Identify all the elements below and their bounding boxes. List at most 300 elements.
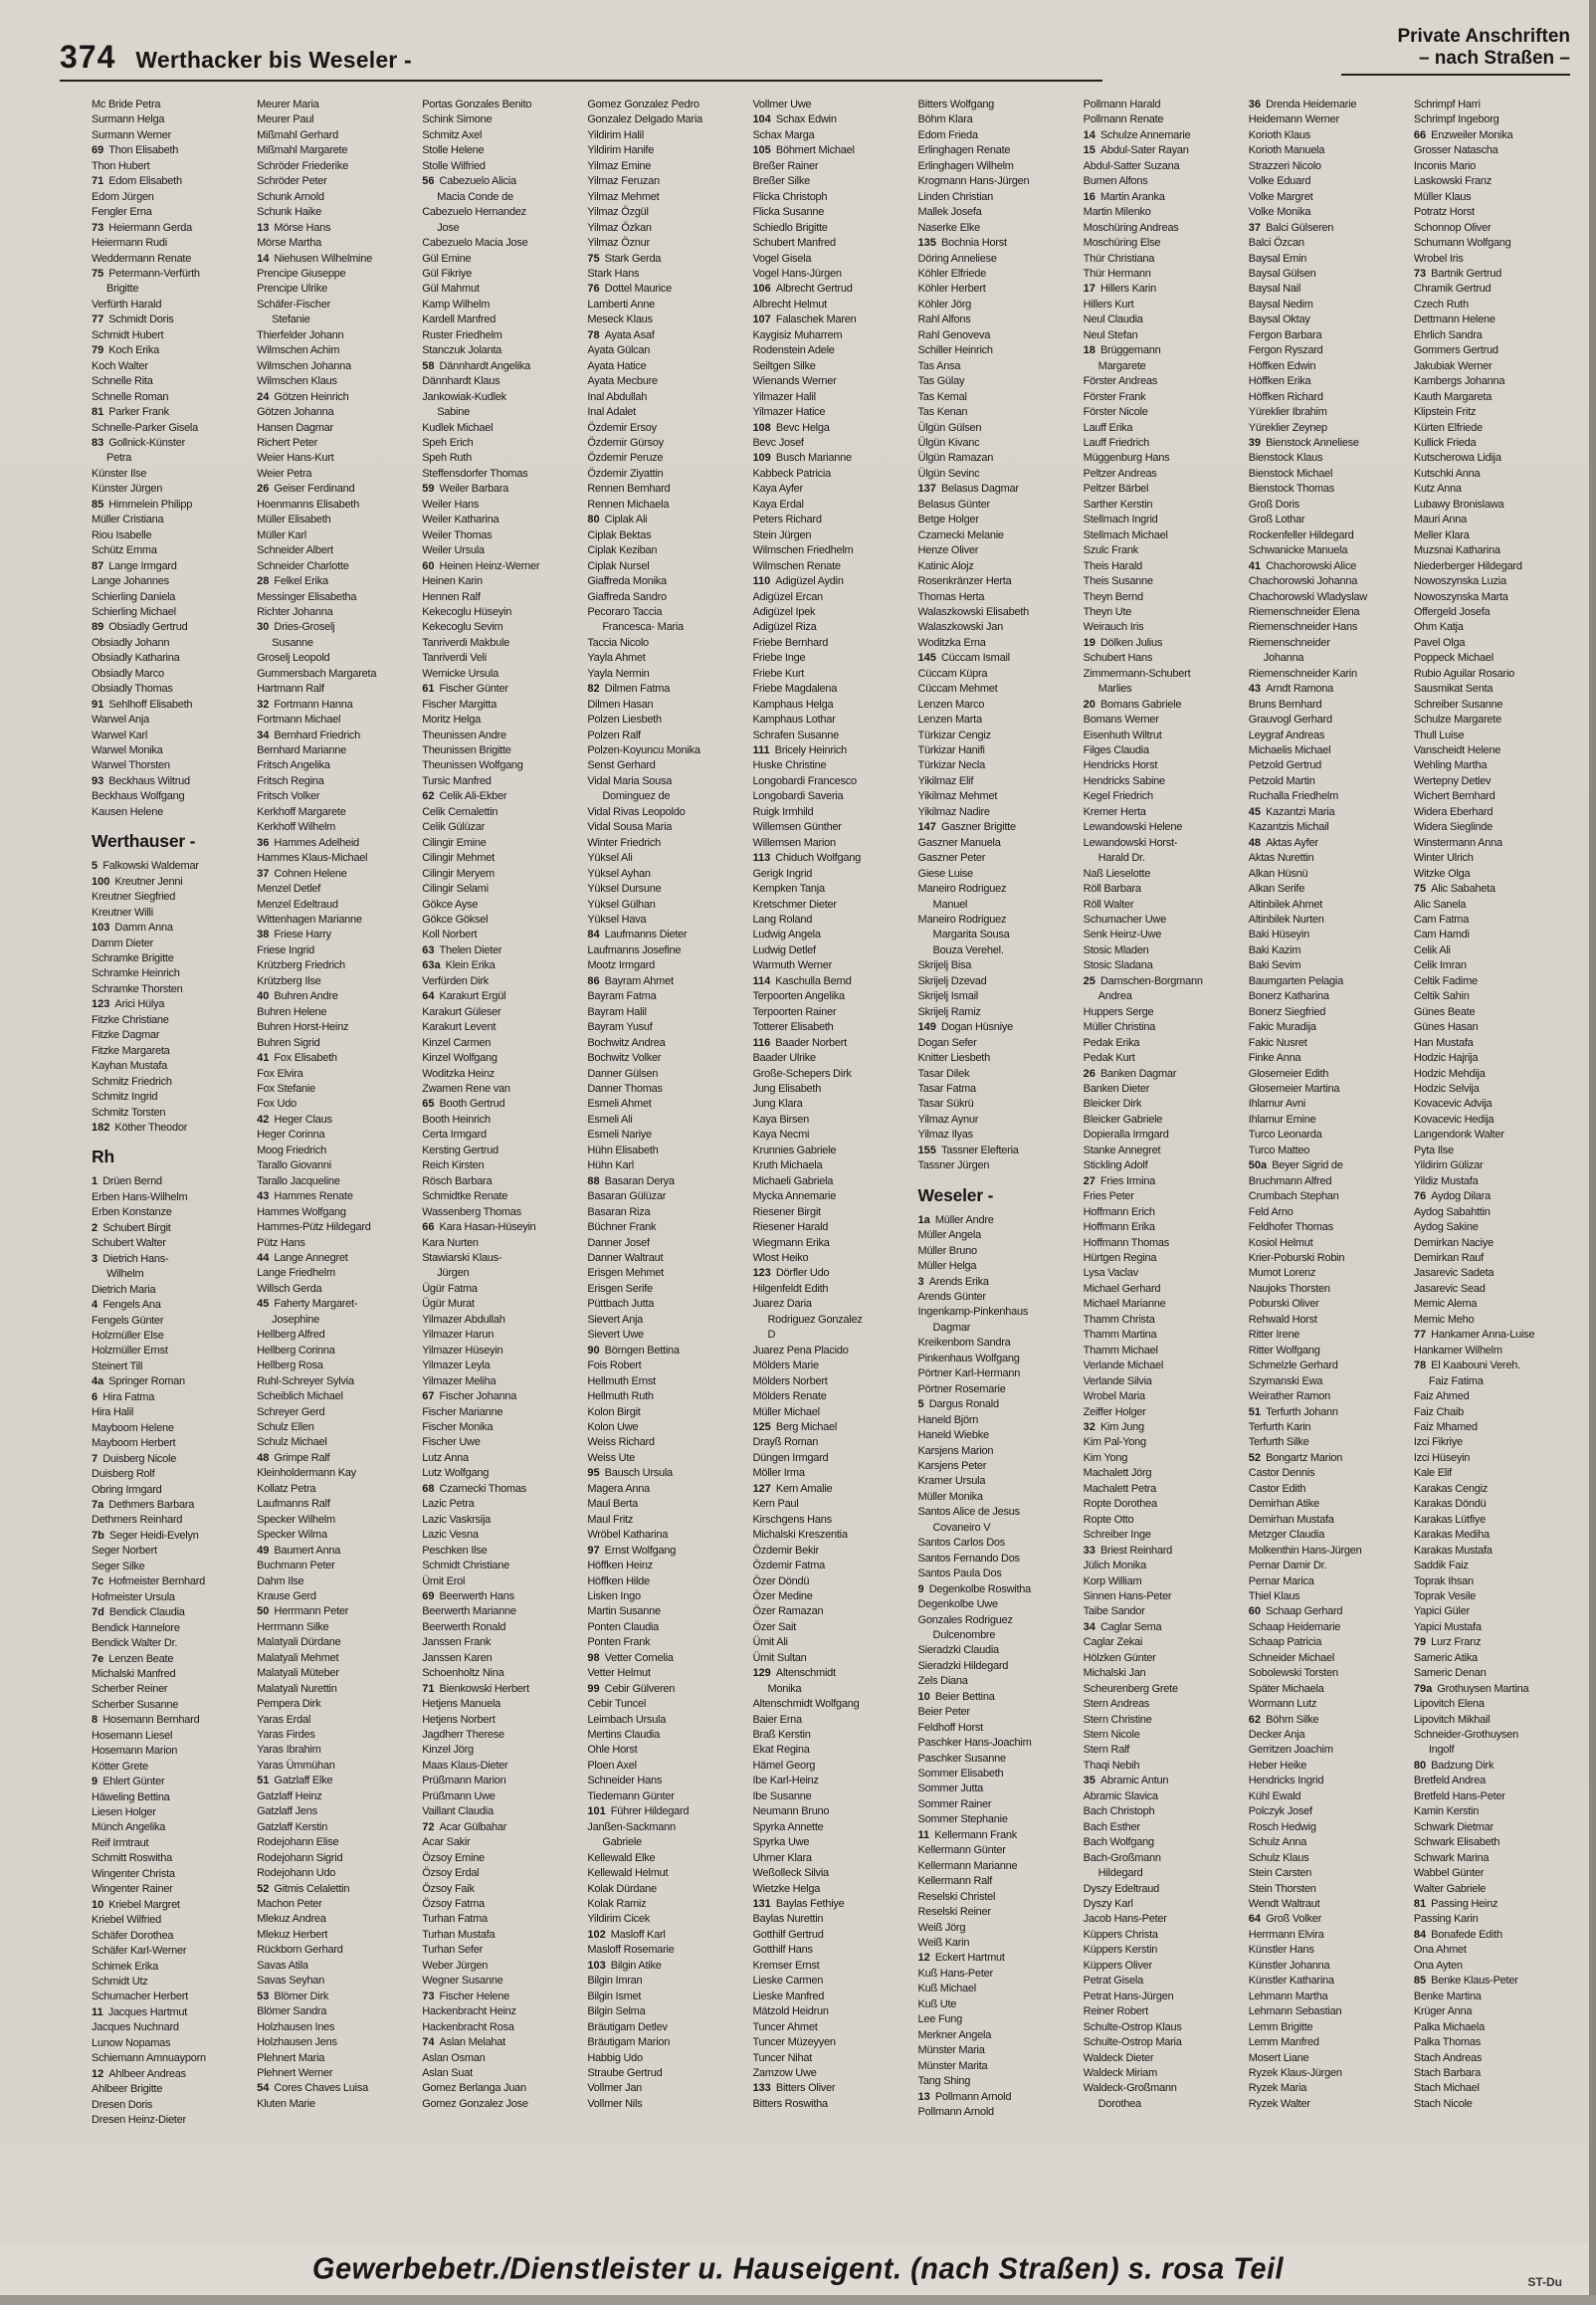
directory-entry: Kamin Kerstin (1413, 1805, 1480, 1818)
directory-entry-continuation: Hildegard (1097, 1867, 1143, 1880)
directory-entry: Demirhan Mustafa (1248, 1513, 1334, 1526)
directory-entry: Yilmaz Aynur (917, 1113, 979, 1126)
directory-entry: Bitters Roswitha (752, 2097, 828, 2110)
directory-entry: Senk Heinz-Uwe (1083, 929, 1162, 942)
directory-entry: 61 Fischer Günter (422, 683, 508, 696)
directory-entry: 79 Koch Erika (92, 344, 159, 357)
directory-entry: 59 Weiler Barbara (422, 483, 509, 496)
directory-entry: Kempken Tanja (752, 883, 825, 896)
directory-entry: Riemenschneider Elena (1248, 605, 1360, 618)
directory-entry: Tas Kenan (917, 406, 968, 419)
directory-entry: Naujoks Thorsten (1248, 1282, 1330, 1295)
directory-entry: Korioth Klaus (1248, 128, 1310, 141)
directory-entry: Schmidtke Renate (422, 1190, 508, 1203)
directory-entry: Schreiber Inge (1083, 1529, 1151, 1542)
directory-entry: 60 Schaap Gerhard (1248, 1605, 1343, 1618)
directory-entry: Pedak Kurt (1083, 1052, 1135, 1065)
directory-entry: 62 Celik Ali-Ekber (422, 790, 507, 803)
directory-entry: Ruster Friedhelm (422, 328, 502, 341)
directory-entry: Ciplak Keziban (587, 544, 658, 557)
directory-entry: Polzen Ralf (587, 729, 641, 741)
directory-entry-continuation: Francesca- Maria (602, 621, 684, 634)
directory-entry: Turhan Fatma (422, 1913, 488, 1926)
directory-entry: Kaya Ayfer (752, 483, 803, 496)
directory-entry: Danner Josef (587, 1236, 650, 1249)
directory-entry: Plehnert Maria (257, 2051, 325, 2064)
directory-entry: Celik Imran (1413, 959, 1467, 972)
directory-entry: Janssen Karen (422, 1651, 493, 1664)
directory-entry: Bleicker Gabriele (1083, 1113, 1163, 1126)
directory-entry: Holzhausen Jens (257, 2036, 337, 2049)
directory-entry: Thon Hubert (92, 159, 150, 172)
directory-entry: Schramke Brigitte (92, 952, 174, 965)
directory-entry: Korp William (1083, 1574, 1142, 1587)
directory-entry: Czech Ruth (1413, 298, 1469, 311)
directory-entry: Hellberg Corinna (257, 1344, 335, 1357)
directory-entry: 45 Faherty Margaret- (257, 1298, 358, 1311)
directory-entry-continuation: Dagmar (932, 1321, 971, 1334)
directory-entry: Wilmschen Klaus (257, 375, 337, 388)
directory-entry: Yayla Ahmet (587, 652, 646, 665)
directory-entry: Heger Corinna (257, 1129, 325, 1142)
directory-entry: Yapici Güler (1413, 1605, 1470, 1618)
directory-entry-continuation: Wilhelm (106, 1268, 144, 1281)
directory-entry: 43 Hammes Renate (257, 1190, 353, 1203)
directory-entry: Stosic Sladana (1083, 959, 1153, 972)
directory-entry: Hürtgen Regina (1083, 1251, 1157, 1264)
directory-entry: Pedak Erika (1083, 1036, 1140, 1049)
directory-entry: Bayram Halil (587, 1005, 647, 1018)
directory-entry: Beier Peter (917, 1706, 970, 1719)
directory-entry: Rodenstein Adele (752, 344, 835, 357)
directory-entry: Chachorowski Wladyslaw (1248, 590, 1367, 603)
directory-entry: Hellmuth Ruth (587, 1390, 654, 1403)
directory-entry: 7 Duisberg Nicole (92, 1452, 177, 1465)
directory-entry-continuation: Margarita Sousa (932, 929, 1010, 942)
directory-entry: Kolak Ramiz (587, 1898, 647, 1911)
directory-entry: Schoenholtz Nina (422, 1667, 504, 1680)
directory-entry: Kühl Ewald (1248, 1789, 1301, 1802)
directory-entry: Danner Thomas (587, 1083, 663, 1095)
directory-entry: Krogmann Hans-Jürgen (917, 175, 1030, 188)
directory-entry: Ayata Hatice (587, 359, 647, 372)
directory-entry: Kosiol Helmut (1248, 1236, 1313, 1249)
directory-entry: Toprak Vesile (1413, 1589, 1477, 1602)
directory-entry: Mycka Annemarie (752, 1190, 837, 1203)
directory-entry: Janssen Frank (422, 1636, 492, 1649)
directory-entry: Baader Ulrike (752, 1052, 816, 1065)
scan-edge (1589, 0, 1596, 2305)
directory-entry: Kerkhoff Wilhelm (257, 821, 336, 834)
directory-entry: Fischer Monika (422, 1420, 494, 1433)
directory-entry: Yilmazer Hatice (752, 406, 826, 419)
directory-entry: Dresen Doris (92, 2098, 153, 2111)
directory-entry: 88 Basaran Derya (587, 1174, 675, 1187)
directory-entry: Grauvogl Gerhard (1248, 714, 1332, 727)
directory-entry: Kolon Uwe (587, 1420, 639, 1433)
directory-entry: 106 Albrecht Gertrud (752, 283, 853, 296)
directory-entry: Adigüzel Ercan (752, 590, 823, 603)
directory-entry: Baki Kazim (1248, 943, 1301, 956)
directory-entry: 87 Lange Irmgard (92, 559, 177, 572)
directory-entry: Schneider Albert (257, 544, 333, 557)
directory-entry: Hellberg Rosa (257, 1360, 323, 1372)
directory-entry: 62 Böhm Silke (1248, 1713, 1319, 1726)
directory-entry: 14 Schulze Annemarie (1083, 128, 1191, 141)
directory-entry: Meseck Klaus (587, 314, 653, 326)
directory-entry: 109 Busch Marianne (752, 452, 852, 465)
directory-entry: Maneiro Rodriguez (917, 883, 1007, 896)
directory-entry: Bochwitz Volker (587, 1052, 662, 1065)
directory-entry: Wertepny Detlev (1413, 774, 1492, 787)
directory-entry: Maas Klaus-Dieter (422, 1759, 508, 1772)
directory-entry: Yildirim Hanife (587, 144, 655, 157)
directory-entry: Neul Stefan (1083, 328, 1138, 341)
directory-entry: Kutscherowa Lidija (1413, 452, 1501, 465)
directory-entry: Tasar Dilek (917, 1067, 970, 1080)
directory-entry: Naserke Elke (917, 221, 980, 234)
directory-entry: 125 Berg Michael (752, 1420, 838, 1433)
directory-entry: Weiler Hans (422, 498, 480, 511)
directory-entry: Bitters Wolfgang (917, 99, 995, 110)
directory-entry: 131 Baylas Fethiye (752, 1898, 845, 1911)
directory-entry: Kollatz Petra (257, 1482, 316, 1495)
directory-entry: Lutz Wolfgang (422, 1467, 490, 1480)
directory-entry: Mölders Marie (752, 1360, 819, 1372)
directory-entry: Cüccam Küpra (917, 667, 988, 680)
directory-entry: Wingenter Rainer (92, 1883, 173, 1896)
directory-column (587, 98, 743, 2129)
directory-entry: Schäfer Dorothea (92, 1929, 174, 1942)
directory-entry: Fengels Günter (92, 1314, 164, 1327)
directory-entry: Grosser Natascha (1413, 144, 1498, 157)
directory-entry: Flicka Susanne (752, 206, 825, 219)
directory-entry: Bumen Alfons (1083, 175, 1148, 188)
directory-entry: Hammes-Pütz Hildegard (257, 1221, 371, 1234)
directory-entry: Stach Andreas (1413, 2051, 1483, 2064)
directory-entry: Ayata Mecbure (587, 375, 658, 388)
directory-entry: Özdemir Peruze (587, 452, 664, 465)
directory-entry: Yildirim Cicek (587, 1913, 651, 1926)
directory-entry: 80 Badzung Dirk (1413, 1759, 1495, 1772)
directory-entry: Duisberg Rolf (92, 1468, 155, 1481)
directory-entry: Willemsen Günther (752, 821, 842, 834)
directory-entry: Götzen Johanna (257, 406, 334, 419)
directory-entry: Krunnies Gabriele (752, 1144, 837, 1156)
directory-entry: Karakas Cengiz (1413, 1482, 1489, 1495)
directory-entry: Theis Susanne (1083, 575, 1153, 588)
directory-entry: Ümit Erol (422, 1574, 466, 1587)
directory-entry: Linden Christian (917, 190, 994, 203)
directory-entry: Schrafen Susanne (752, 729, 839, 741)
directory-entry: Gomez Gonzalez Jose (422, 2097, 528, 2110)
directory-entry: Kovacevic Advija (1413, 1098, 1493, 1111)
directory-entry: Riou Isabelle (92, 528, 152, 541)
directory-entry: Richter Johanna (257, 605, 333, 618)
directory-entry: Obring Irmgard (92, 1483, 162, 1496)
directory-entry: 63a Klein Erika (422, 959, 496, 972)
directory-entry: Chachorowski Johanna (1248, 575, 1358, 588)
directory-entry: 135 Bochnia Horst (917, 237, 1007, 250)
directory-entry: Dethmers Reinhard (92, 1514, 183, 1527)
directory-entry: Tas Gülay (917, 375, 965, 388)
directory-entry: Surmann Werner (92, 128, 172, 141)
directory-entry: Schonnop Oliver (1413, 221, 1492, 234)
directory-entry: Senst Gerhard (587, 759, 656, 772)
directory-entry: Peltzer Bärbel (1083, 483, 1149, 496)
directory-entry: 123 Arici Hülya (92, 998, 165, 1011)
directory-entry: 69 Beerwerth Hans (422, 1589, 514, 1602)
page-title: Werthacker bis Weseler - (135, 47, 412, 73)
directory-entry: Özdemir Gürsoy (587, 436, 664, 449)
directory-entry: Stellmach Ingrid (1083, 514, 1158, 526)
directory-entry: Laufmanns Ralf (257, 1498, 330, 1511)
directory-entry: Stosic Mladen (1083, 943, 1149, 956)
directory-entry: Groß Doris (1248, 498, 1300, 511)
directory-entry: Schnelle-Parker Gisela (92, 421, 198, 434)
directory-entry: Basaran Gülüzar (587, 1190, 667, 1203)
directory-entry: Fischer Marianne (422, 1405, 503, 1418)
directory-entry: 50 Herrmann Peter (257, 1605, 349, 1618)
directory-entry: Karakas Mediha (1413, 1529, 1490, 1542)
directory-entry: Münch Angelika (92, 1821, 166, 1834)
directory-entry: Mißmahl Margarete (257, 144, 348, 157)
directory-entry: 66 Enzweiler Monika (1413, 128, 1513, 141)
directory-entry: 1a Müller Andre (917, 1213, 994, 1226)
directory-entry: Riesener Harald (752, 1221, 829, 1234)
directory-entry: Thierfelder Johann (257, 328, 344, 341)
directory-entry: 84 Laufmanns Dieter (587, 929, 688, 942)
directory-entry: Schmitt Roswitha (92, 1852, 172, 1865)
directory-entry: Lazic Petra (422, 1498, 475, 1511)
directory-entry: Schwark Elisabeth (1413, 1836, 1500, 1849)
directory-entry: Stern Nicole (1083, 1729, 1140, 1742)
directory-entry: Thamm Michael (1083, 1344, 1158, 1357)
directory-entry: Theyn Bernd (1083, 590, 1143, 603)
directory-entry: Baysal Nedim (1248, 298, 1313, 311)
directory-entry: Ingenkamp-Pinkenhaus (917, 1306, 1029, 1319)
directory-entry: 5 Falkowski Waldemar (92, 860, 199, 873)
directory-entry: Erisgen Serife (587, 1282, 653, 1295)
directory-entry: Straube Gertrud (587, 2067, 663, 2079)
directory-entry: 108 Bevc Helga (752, 421, 830, 434)
directory-entry: Totterer Elisabeth (752, 1021, 834, 1034)
directory-entry: Polzen Liesbeth (587, 714, 662, 727)
directory-entry: 7b Seger Heidi-Evelyn (92, 1529, 199, 1542)
directory-entry: Sommer Elisabeth (917, 1768, 1004, 1781)
page-header (60, 26, 1570, 76)
directory-entry: Szulc Frank (1083, 544, 1138, 557)
directory-entry: 51 Gatzlaff Elke (257, 1775, 333, 1787)
directory-entry: Turhan Mustafa (422, 1928, 496, 1941)
directory-entry: Sommer Jutta (917, 1782, 984, 1795)
directory-entry: Esmeli Ahmet (587, 1098, 652, 1111)
directory-entry: Ryzek Maria (1248, 2082, 1307, 2095)
directory-entry: Zeiffer Holger (1083, 1405, 1146, 1418)
directory-entry: Ropte Dorothea (1083, 1498, 1157, 1511)
directory-entry: Gökce Göksel (422, 914, 489, 927)
directory-entry: Obsiadly Johann (92, 636, 170, 649)
directory-entry: Seiltgen Silke (752, 359, 816, 372)
directory-entry: Reselski Christel (917, 1890, 996, 1903)
directory-entry: Neul Claudia (1083, 314, 1143, 326)
directory-entry: Müller Helga (917, 1260, 977, 1273)
directory-entry: Köhler Jörg (917, 298, 972, 311)
directory-entry: Ludwig Detlef (752, 943, 816, 956)
directory-entry: Weiß Karin (917, 1937, 970, 1950)
directory-entry: Schiedlo Brigitte (752, 221, 828, 234)
directory-entry: Korioth Manuela (1248, 144, 1325, 157)
directory-entry: Kreikenbom Sandra (917, 1337, 1011, 1350)
directory-entry: Drayß Roman (752, 1436, 819, 1449)
directory-entry: Stanke Annegret (1083, 1144, 1161, 1156)
directory-entry: 41 Chachorowski Alice (1248, 559, 1356, 572)
directory-entry: Glosemeier Martina (1248, 1083, 1340, 1095)
directory-entry: Aydog Sakine (1413, 1221, 1479, 1234)
directory-entry: Meurer Maria (257, 99, 319, 110)
directory-entry: Bach Christoph (1083, 1805, 1155, 1818)
directory-entry: Pyta Ilse (1413, 1144, 1454, 1156)
directory-entry: Bilgin Imran (587, 1975, 643, 1988)
directory-entry: Höffken Edwin (1248, 359, 1316, 372)
directory-entry: Özdemir Bekir (752, 1544, 819, 1557)
directory-entry: Polczyk Josef (1248, 1805, 1312, 1818)
directory-entry: Willemsen Marion (752, 836, 836, 849)
directory-entry: Ekat Regina (752, 1744, 810, 1757)
directory-entry: Decker Anja (1248, 1729, 1305, 1742)
directory-entry: Weiss Richard (587, 1436, 655, 1449)
directory-entry: 52 Gitmis Celalettin (257, 1882, 350, 1895)
directory-entry: Vanscheidt Helene (1413, 744, 1501, 757)
directory-entry: Breßer Silke (752, 175, 810, 188)
directory-entry: 11 Jacques Hartmut (92, 2005, 188, 2018)
directory-entry: 7c Hofmeister Bernhard (92, 1575, 206, 1588)
directory-entry: Müller Cristiana (92, 514, 164, 526)
street-header: Rh (92, 1147, 114, 1167)
directory-entry: Schubert Manfred (752, 237, 836, 250)
directory-entry: Hühn Karl (587, 1159, 634, 1172)
directory-entry: 85 Benke Klaus-Peter (1413, 1975, 1518, 1988)
directory-entry: Erlinghagen Renate (917, 144, 1011, 157)
directory-entry: Zels Diana (917, 1675, 968, 1688)
directory-entry: 69 Thon Elisabeth (92, 144, 179, 157)
directory-entry: 73 Bartnik Gertrud (1413, 267, 1502, 280)
directory-entry: 7e Lenzen Beate (92, 1652, 174, 1665)
directory-entry: Schmidt Utz (92, 1976, 148, 1989)
directory-entry: Warwel Karl (92, 729, 148, 741)
directory-entry: Ahlbeer Brigitte (92, 2083, 163, 2096)
directory-entry: 49 Baumert Anna (257, 1544, 341, 1557)
directory-entry: Lehmann Martha (1248, 1990, 1328, 2002)
page-number: 374 (60, 39, 116, 75)
directory-entry: Karakas Lütfiye (1413, 1513, 1486, 1526)
directory-entry: Turco Matteo (1248, 1144, 1310, 1156)
directory-entry: Abdul-Satter Suzana (1083, 159, 1180, 172)
directory-entry: Stein Jürgen (752, 528, 812, 541)
directory-entry: Yilmazer Abdullah (422, 1313, 505, 1326)
directory-entry: Hartmann Ralf (257, 683, 324, 696)
directory-entry: Thamm Martina (1083, 1329, 1157, 1342)
directory-entry: 34 Caglar Sema (1083, 1620, 1162, 1633)
directory-entry: Arends Günter (917, 1290, 986, 1303)
directory-entry: Weiler Ursula (422, 544, 485, 557)
directory-entry: Metzger Claudia (1248, 1529, 1325, 1542)
directory-entry: Albrecht Helmut (752, 298, 827, 311)
directory-entry: Longobardi Francesco (752, 774, 857, 787)
directory-entry: Taccia Nicolo (587, 636, 649, 649)
directory-entry: 79a Grothuysen Martina (1413, 1682, 1529, 1695)
directory-entry: Schulz Klaus (1248, 1851, 1309, 1864)
directory-entry: 32 Kim Jung (1083, 1420, 1144, 1433)
directory-entry: Giaffreda Sandro (587, 590, 667, 603)
directory-entry: Ropte Otto (1083, 1513, 1134, 1526)
directory-entry: 37 Balci Gülseren (1248, 221, 1334, 234)
directory-entry: Jülich Monika (1083, 1560, 1147, 1572)
directory-entry: 66 Kara Hasan-Hüseyin (422, 1221, 536, 1234)
directory-entry: 107 Falaschek Maren (752, 314, 857, 326)
directory-entry: Yapici Mustafa (1413, 1620, 1482, 1633)
directory-entry: Friese Ingrid (257, 943, 314, 956)
directory-entry: Cabezuelo Hernandez (422, 206, 526, 219)
directory-entry: Schumacher Uwe (1083, 914, 1166, 927)
directory-entry: Höffken Heinz (587, 1560, 653, 1572)
directory-entry: Tuncer Müzeyyen (752, 2036, 836, 2049)
directory-entry: Vogel Gisela (752, 252, 812, 265)
directory-entry: Taibe Sandor (1083, 1605, 1145, 1618)
directory-entry: Winstermann Anna (1413, 836, 1502, 849)
directory-entry: Dogan Sefer (917, 1036, 977, 1049)
directory-entry: Weirauch Iris (1083, 621, 1144, 634)
directory-entry: Volke Monika (1248, 206, 1311, 219)
directory-entry: Schulze Margarete (1413, 714, 1501, 727)
directory-entry: Thaqi Nebih (1083, 1759, 1140, 1772)
directory-entry: Schneider-Grothuysen (1413, 1729, 1518, 1742)
directory-entry: Tuncer Ahmet (752, 2020, 818, 2033)
directory-entry: Kürten Elfriede (1413, 421, 1483, 434)
directory-entry: Friebe Kurt (752, 667, 805, 680)
directory-entry: Lehmann Sebastian (1248, 2005, 1342, 2018)
directory-entry: Kamp Wilhelm (422, 298, 491, 311)
directory-entry: Rösch Barbara (422, 1174, 493, 1187)
directory-entry-continuation: Covaneiro V (932, 1521, 991, 1534)
directory-entry: 4 Fengels Ana (92, 1299, 161, 1312)
directory-entry: Karakas Döndü (1413, 1498, 1487, 1511)
directory-entry: Herrmann Elvira (1248, 1928, 1324, 1941)
directory-column (918, 98, 1075, 2129)
directory-entry: Karsjens Peter (917, 1459, 987, 1472)
directory-entry-continuation: Brigitte (106, 283, 139, 296)
directory-entry: Hammes Wolfgang (257, 1205, 346, 1218)
directory-entry: Potratz Horst (1413, 206, 1475, 219)
directory-entry: Ruigk Irmhild (752, 805, 814, 818)
directory-entry: Fois Robert (587, 1360, 642, 1372)
directory-entry: Adigüzel Ipek (752, 605, 816, 618)
directory-entry: Magera Anna (587, 1482, 651, 1495)
directory-entry: Kellermann Ralf (917, 1875, 993, 1888)
directory-entry: Yilmazer Leyla (422, 1360, 491, 1372)
directory-entry: 65 Booth Gertrud (422, 1098, 505, 1111)
directory-entry: Glosemeier Edith (1248, 1067, 1329, 1080)
directory-entry: Hodzic Selvija (1413, 1083, 1480, 1095)
directory-entry: Hühn Elisabeth (587, 1144, 659, 1156)
directory-entry: Pernar Damir Dr. (1248, 1560, 1327, 1572)
directory-entry: Ibe Susanne (752, 1789, 812, 1802)
directory-entry: Henze Oliver (917, 544, 979, 557)
directory-entry: Kullick Frieda (1413, 436, 1477, 449)
directory-entry: Terfurth Silke (1248, 1436, 1309, 1449)
directory-entry: Lenzen Marco (917, 698, 985, 711)
directory-entry: 53 Blömer Dirk (257, 1990, 329, 2002)
